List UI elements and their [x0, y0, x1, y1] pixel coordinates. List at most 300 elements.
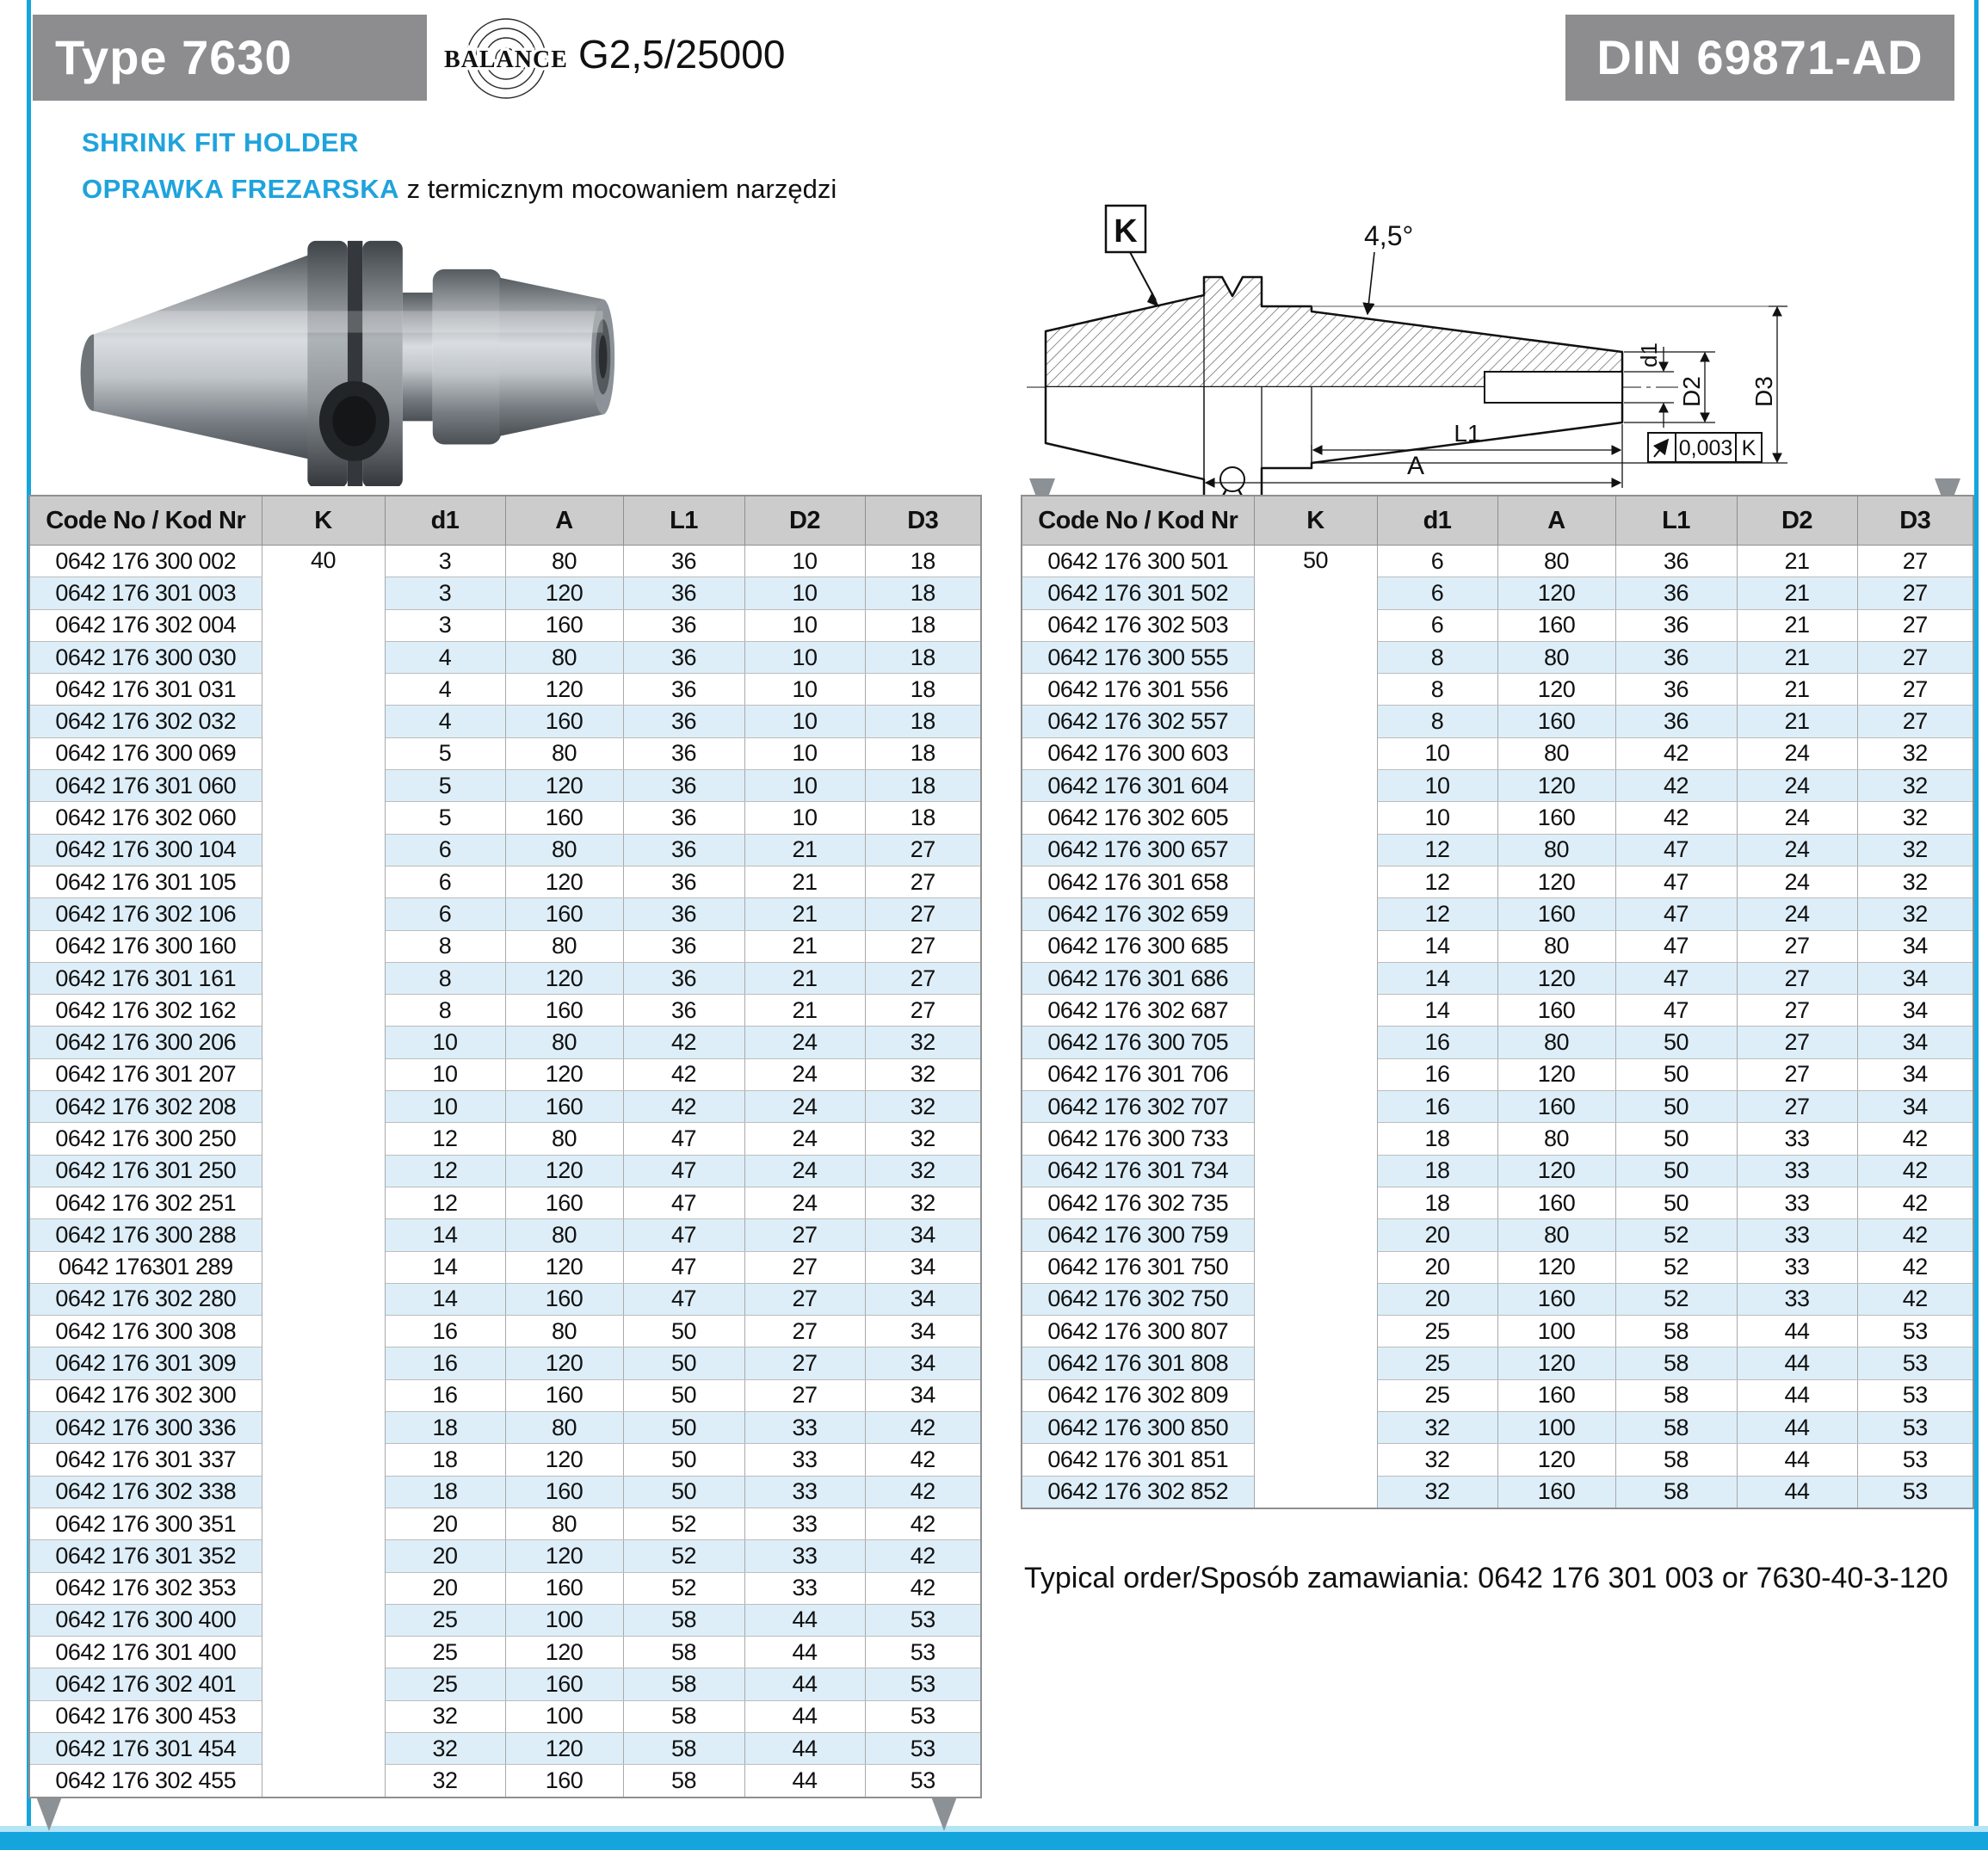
value-cell: 10	[744, 802, 865, 834]
value-cell: 42	[1615, 737, 1737, 769]
code-cell: 0642 176 302 503	[1022, 609, 1254, 641]
value-cell: 10	[385, 1091, 505, 1123]
value-cell: 27	[744, 1379, 865, 1411]
value-cell: 18	[865, 802, 981, 834]
value-cell: 3	[385, 577, 505, 609]
spec-table-k40	[28, 495, 982, 1798]
value-cell: 42	[623, 1058, 744, 1090]
value-cell: 44	[744, 1637, 865, 1668]
value-cell: 36	[623, 641, 744, 673]
table-row	[29, 1732, 981, 1764]
value-cell: 50	[1615, 1058, 1737, 1090]
balance-logo	[430, 4, 585, 112]
table-row	[29, 995, 981, 1027]
code-cell: 0642 176 300 501	[1022, 546, 1254, 577]
code-cell: 0642 176 300 288	[29, 1219, 262, 1251]
tolerance-frame	[1648, 433, 1762, 462]
value-cell: 10	[744, 706, 865, 737]
dim-l1-label: L1	[1454, 420, 1481, 447]
value-cell: 50	[623, 1379, 744, 1411]
value-cell: 120	[505, 1637, 623, 1668]
value-cell: 53	[1857, 1316, 1973, 1347]
code-cell: 0642 176 301 604	[1022, 770, 1254, 802]
code-cell: 0642 176 301 352	[29, 1540, 262, 1572]
value-cell: 58	[623, 1765, 744, 1798]
value-cell: 80	[505, 834, 623, 866]
value-cell: 80	[505, 930, 623, 962]
value-cell: 36	[623, 930, 744, 962]
drawing-section-upper	[1046, 277, 1622, 387]
value-cell: 44	[744, 1604, 865, 1636]
code-cell: 0642 176 301 658	[1022, 866, 1254, 897]
value-cell: 120	[1497, 1251, 1615, 1283]
value-cell: 80	[1497, 1027, 1615, 1058]
value-cell: 32	[1857, 770, 1973, 802]
value-cell: 52	[1615, 1283, 1737, 1315]
value-cell: 10	[1377, 802, 1497, 834]
value-cell: 12	[385, 1155, 505, 1187]
value-cell: 24	[744, 1027, 865, 1058]
code-cell: 0642 176 301 502	[1022, 577, 1254, 609]
value-cell: 25	[385, 1637, 505, 1668]
code-cell: 0642 176 301 031	[29, 674, 262, 706]
value-cell: 25	[1377, 1379, 1497, 1411]
value-cell: 58	[1615, 1444, 1737, 1476]
value-cell: 47	[1615, 962, 1737, 994]
column-header: Code No / Kod Nr	[1022, 496, 1254, 546]
value-cell: 160	[1497, 1476, 1615, 1508]
value-cell: 27	[1857, 577, 1973, 609]
value-cell: 42	[865, 1508, 981, 1539]
value-cell: 160	[505, 1765, 623, 1798]
value-cell: 33	[744, 1444, 865, 1476]
table-row	[29, 1155, 981, 1187]
value-cell: 47	[623, 1155, 744, 1187]
subtitle-pl	[82, 174, 837, 205]
value-cell: 34	[865, 1283, 981, 1315]
value-cell: 32	[1857, 898, 1973, 930]
value-cell: 8	[385, 995, 505, 1027]
value-cell: 10	[744, 641, 865, 673]
value-cell: 12	[1377, 898, 1497, 930]
value-cell: 80	[1497, 1219, 1615, 1251]
value-cell: 12	[1377, 866, 1497, 897]
code-cell: 0642 176 300 351	[29, 1508, 262, 1539]
tolerance-datum: K	[1741, 436, 1756, 460]
value-cell: 32	[865, 1058, 981, 1090]
table-row	[29, 930, 981, 962]
value-cell: 14	[1377, 962, 1497, 994]
value-cell: 80	[1497, 546, 1615, 577]
value-cell: 160	[505, 1476, 623, 1508]
value-cell: 24	[1737, 737, 1857, 769]
value-cell: 80	[1497, 641, 1615, 673]
value-cell: 12	[385, 1123, 505, 1155]
value-cell: 80	[505, 1508, 623, 1539]
value-cell: 10	[744, 577, 865, 609]
code-cell: 0642 176 302 401	[29, 1668, 262, 1700]
value-cell: 53	[1857, 1412, 1973, 1444]
value-cell: 47	[623, 1219, 744, 1251]
value-cell: 58	[1615, 1347, 1737, 1379]
table-row	[1022, 1251, 1973, 1283]
value-cell: 100	[505, 1604, 623, 1636]
value-cell: 18	[1377, 1123, 1497, 1155]
value-cell: 8	[385, 962, 505, 994]
table-row	[29, 1219, 981, 1251]
value-cell: 36	[623, 737, 744, 769]
value-cell: 36	[1615, 577, 1737, 609]
value-cell: 120	[505, 1058, 623, 1090]
value-cell: 52	[623, 1508, 744, 1539]
value-cell: 42	[1857, 1187, 1973, 1218]
value-cell: 58	[623, 1637, 744, 1668]
value-cell: 27	[865, 834, 981, 866]
value-cell: 44	[1737, 1379, 1857, 1411]
value-cell: 80	[505, 1219, 623, 1251]
table-row	[1022, 1283, 1973, 1315]
value-cell: 10	[1377, 770, 1497, 802]
value-cell: 32	[385, 1732, 505, 1764]
value-cell: 32	[1857, 802, 1973, 834]
order-note: Typical order/Sposób zamawiania: 0642 176 301 003 or 7630-40-3-120	[1024, 1562, 1948, 1594]
value-cell: 6	[1377, 577, 1497, 609]
value-cell: 50	[623, 1476, 744, 1508]
value-cell: 160	[505, 898, 623, 930]
value-cell: 33	[744, 1572, 865, 1604]
code-cell: 0642 176 302 557	[1022, 706, 1254, 737]
value-cell: 10	[744, 674, 865, 706]
value-cell: 18	[865, 641, 981, 673]
table-row	[29, 1637, 981, 1668]
value-cell: 20	[1377, 1283, 1497, 1315]
column-header: D2	[744, 496, 865, 546]
column-header: K	[262, 496, 385, 546]
value-cell: 80	[1497, 930, 1615, 962]
drawing-drive-slot	[1220, 467, 1244, 491]
value-cell: 32	[1857, 866, 1973, 897]
table-row	[29, 1123, 981, 1155]
value-cell: 10	[744, 546, 865, 577]
value-cell: 160	[505, 1572, 623, 1604]
value-cell: 33	[1737, 1187, 1857, 1218]
table-row	[29, 898, 981, 930]
value-cell: 53	[865, 1604, 981, 1636]
value-cell: 47	[623, 1283, 744, 1315]
value-cell: 42	[865, 1412, 981, 1444]
value-cell: 160	[505, 609, 623, 641]
value-cell: 44	[1737, 1412, 1857, 1444]
angle-label: 4,5°	[1364, 220, 1414, 251]
value-cell: 36	[623, 609, 744, 641]
code-cell: 0642 176 301 750	[1022, 1251, 1254, 1283]
code-cell: 0642 176 301 734	[1022, 1155, 1254, 1187]
value-cell: 80	[505, 1123, 623, 1155]
code-cell: 0642 176 301 556	[1022, 674, 1254, 706]
value-cell: 58	[1615, 1379, 1737, 1411]
value-cell: 5	[385, 770, 505, 802]
code-cell: 0642 176 300 030	[29, 641, 262, 673]
value-cell: 42	[1857, 1123, 1973, 1155]
value-cell: 6	[385, 834, 505, 866]
table-row	[1022, 577, 1973, 609]
value-cell: 42	[865, 1540, 981, 1572]
datum-k-label: K	[1114, 213, 1138, 250]
value-cell: 4	[385, 706, 505, 737]
value-cell: 25	[385, 1604, 505, 1636]
table-row	[29, 1379, 981, 1411]
code-cell: 0642 176 301 161	[29, 962, 262, 994]
value-cell: 47	[1615, 866, 1737, 897]
column-header: A	[1497, 496, 1615, 546]
table-row	[29, 1027, 981, 1058]
value-cell: 34	[1857, 1027, 1973, 1058]
din-label: DIN 69871-AD	[1596, 30, 1923, 84]
value-cell: 27	[1857, 674, 1973, 706]
value-cell: 80	[1497, 1123, 1615, 1155]
value-cell: 27	[865, 898, 981, 930]
table-row	[29, 834, 981, 866]
value-cell: 18	[1377, 1187, 1497, 1218]
value-cell: 52	[1615, 1219, 1737, 1251]
value-cell: 160	[505, 1283, 623, 1315]
value-cell: 32	[865, 1155, 981, 1187]
table-row	[29, 1540, 981, 1572]
table-row	[1022, 1412, 1973, 1444]
value-cell: 24	[744, 1058, 865, 1090]
photo-taper-cone	[94, 254, 311, 459]
table-row	[1022, 866, 1973, 897]
value-cell: 32	[1377, 1444, 1497, 1476]
code-cell: 0642 176 300 685	[1022, 930, 1254, 962]
table-row	[1022, 641, 1973, 673]
photo-bore-core	[599, 335, 608, 378]
angle-arrow	[1368, 252, 1374, 314]
value-cell: 52	[623, 1540, 744, 1572]
value-cell: 3	[385, 546, 505, 577]
value-cell: 160	[1497, 995, 1615, 1027]
value-cell: 34	[865, 1347, 981, 1379]
value-cell: 34	[1857, 962, 1973, 994]
value-cell: 33	[744, 1540, 865, 1572]
value-cell: 21	[1737, 609, 1857, 641]
table-row	[1022, 1123, 1973, 1155]
value-cell: 6	[1377, 609, 1497, 641]
value-cell: 33	[744, 1476, 865, 1508]
code-cell: 0642 176 300 069	[29, 737, 262, 769]
table-row	[1022, 930, 1973, 962]
value-cell: 24	[1737, 898, 1857, 930]
table-row	[1022, 1316, 1973, 1347]
value-cell: 14	[385, 1251, 505, 1283]
value-cell: 5	[385, 737, 505, 769]
value-cell: 6	[385, 898, 505, 930]
value-cell: 18	[385, 1444, 505, 1476]
photo-highlight	[94, 311, 603, 332]
value-cell: 21	[744, 898, 865, 930]
value-cell: 160	[505, 1091, 623, 1123]
value-cell: 8	[1377, 674, 1497, 706]
table-row	[29, 962, 981, 994]
code-cell: 0642 176 302 106	[29, 898, 262, 930]
value-cell: 36	[1615, 609, 1737, 641]
value-cell: 80	[505, 546, 623, 577]
value-cell: 4	[385, 641, 505, 673]
value-cell: 32	[865, 1123, 981, 1155]
value-cell: 100	[1497, 1316, 1615, 1347]
photo-drive-slot-inner	[332, 396, 375, 446]
value-cell: 18	[865, 546, 981, 577]
value-cell: 52	[1615, 1251, 1737, 1283]
table-row	[1022, 1476, 1973, 1508]
table-row	[1022, 802, 1973, 834]
table-row	[29, 1476, 981, 1508]
value-cell: 80	[505, 1027, 623, 1058]
table-row	[1022, 1444, 1973, 1476]
code-cell: 0642 176 302 004	[29, 609, 262, 641]
value-cell: 21	[1737, 577, 1857, 609]
page-border-bottom-light	[0, 1826, 1988, 1832]
value-cell: 24	[744, 1123, 865, 1155]
value-cell: 24	[1737, 834, 1857, 866]
code-cell: 0642 176 302 208	[29, 1091, 262, 1123]
value-cell: 47	[1615, 995, 1737, 1027]
table-row	[1022, 1379, 1973, 1411]
code-cell: 0642 176 301 851	[1022, 1444, 1254, 1476]
value-cell: 80	[1497, 834, 1615, 866]
continuation-marker	[931, 1797, 957, 1831]
value-cell: 160	[505, 706, 623, 737]
value-cell: 10	[385, 1058, 505, 1090]
value-cell: 24	[1737, 866, 1857, 897]
value-cell: 50	[1615, 1027, 1737, 1058]
value-cell: 8	[385, 930, 505, 962]
code-cell: 0642 176 302 162	[29, 995, 262, 1027]
table-row	[1022, 898, 1973, 930]
value-cell: 27	[1857, 641, 1973, 673]
value-cell: 27	[1737, 1091, 1857, 1123]
value-cell: 120	[505, 1155, 623, 1187]
table-row	[29, 546, 981, 577]
value-cell: 160	[505, 1187, 623, 1218]
code-cell: 0642 176 302 338	[29, 1476, 262, 1508]
technical-drawing	[1020, 194, 1984, 495]
value-cell: 27	[865, 866, 981, 897]
value-cell: 44	[744, 1700, 865, 1732]
value-cell: 120	[505, 866, 623, 897]
value-cell: 10	[385, 1027, 505, 1058]
code-cell: 0642 176 300 400	[29, 1604, 262, 1636]
value-cell: 20	[1377, 1251, 1497, 1283]
value-cell: 18	[1377, 1155, 1497, 1187]
value-cell: 58	[1615, 1412, 1737, 1444]
table-row	[29, 1187, 981, 1218]
code-cell: 0642 176 302 280	[29, 1283, 262, 1315]
code-cell: 0642 176 302 687	[1022, 995, 1254, 1027]
value-cell: 18	[865, 577, 981, 609]
value-cell: 80	[505, 737, 623, 769]
value-cell: 52	[623, 1572, 744, 1604]
code-cell: 0642 176 300 160	[29, 930, 262, 962]
value-cell: 21	[1737, 641, 1857, 673]
table-row	[1022, 1187, 1973, 1218]
value-cell: 50	[1615, 1123, 1737, 1155]
value-cell: 5	[385, 802, 505, 834]
value-cell: 27	[1737, 1058, 1857, 1090]
drawing-bore	[1485, 372, 1622, 403]
dim-d2-label: D2	[1678, 376, 1705, 407]
value-cell: 34	[865, 1379, 981, 1411]
code-cell: 0642 176 301 250	[29, 1155, 262, 1187]
table-row	[29, 1444, 981, 1476]
value-cell: 10	[744, 770, 865, 802]
value-cell: 16	[1377, 1058, 1497, 1090]
value-cell: 24	[744, 1155, 865, 1187]
value-cell: 120	[505, 674, 623, 706]
value-cell: 120	[505, 1732, 623, 1764]
value-cell: 42	[865, 1476, 981, 1508]
table-row	[1022, 609, 1973, 641]
code-cell: 0642 176 302 353	[29, 1572, 262, 1604]
value-cell: 25	[1377, 1316, 1497, 1347]
code-cell: 0642 176 300 250	[29, 1123, 262, 1155]
code-cell: 0642 176 300 453	[29, 1700, 262, 1732]
value-cell: 47	[623, 1187, 744, 1218]
table-row	[29, 802, 981, 834]
value-cell: 21	[744, 866, 865, 897]
value-cell: 36	[623, 577, 744, 609]
table-row	[29, 1283, 981, 1315]
table-row	[29, 1316, 981, 1347]
value-cell: 14	[1377, 930, 1497, 962]
table-row	[29, 674, 981, 706]
code-cell: 0642 176 300 759	[1022, 1219, 1254, 1251]
value-cell: 160	[1497, 802, 1615, 834]
value-cell: 160	[505, 1379, 623, 1411]
value-cell: 27	[1857, 546, 1973, 577]
value-cell: 8	[1377, 641, 1497, 673]
code-cell: 0642 176 300 206	[29, 1027, 262, 1058]
value-cell: 6	[385, 866, 505, 897]
value-cell: 18	[865, 770, 981, 802]
value-cell: 160	[1497, 1379, 1615, 1411]
value-cell: 32	[865, 1027, 981, 1058]
value-cell: 120	[505, 577, 623, 609]
value-cell: 58	[623, 1668, 744, 1700]
value-cell: 44	[744, 1668, 865, 1700]
table-row	[1022, 834, 1973, 866]
code-cell: 0642 176 302 809	[1022, 1379, 1254, 1411]
value-cell: 100	[505, 1700, 623, 1732]
value-cell: 120	[1497, 962, 1615, 994]
value-cell: 32	[1857, 834, 1973, 866]
value-cell: 32	[1377, 1412, 1497, 1444]
value-cell: 47	[1615, 834, 1737, 866]
table-row	[1022, 1347, 1973, 1379]
value-cell: 44	[744, 1732, 865, 1764]
value-cell: 10	[1377, 737, 1497, 769]
din-badge	[1565, 15, 1954, 101]
value-cell: 33	[1737, 1283, 1857, 1315]
value-cell: 21	[744, 995, 865, 1027]
value-cell: 20	[1377, 1219, 1497, 1251]
column-header: D2	[1737, 496, 1857, 546]
table-row	[29, 1251, 981, 1283]
value-cell: 36	[623, 802, 744, 834]
table-row	[29, 770, 981, 802]
value-cell: 21	[744, 930, 865, 962]
code-cell: 0642 176 301 003	[29, 577, 262, 609]
